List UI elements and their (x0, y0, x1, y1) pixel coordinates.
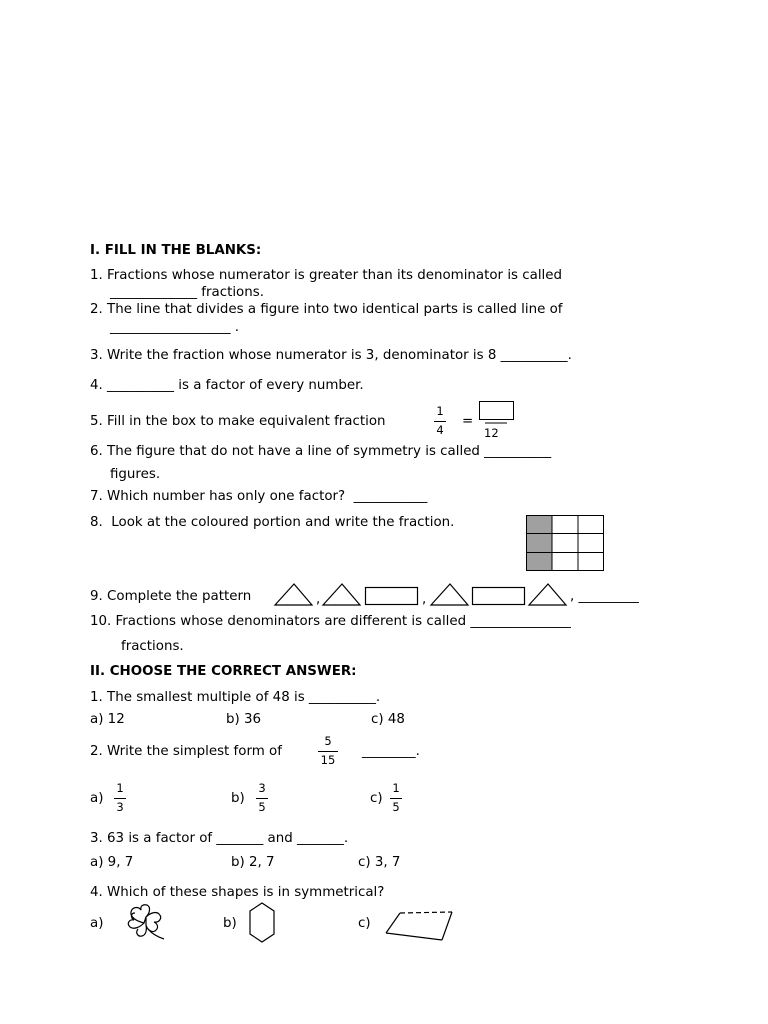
mcq-2: 2. Write the simplest form of (90, 744, 282, 759)
mcq-3-option-c[interactable]: c) 3, 7 (358, 855, 401, 870)
mcq-4-option-c-label[interactable]: c) (358, 916, 371, 931)
fraction-numerator: 5 (324, 734, 332, 748)
section2-heading: II. CHOOSE THE CORRECT ANSWER: (90, 664, 357, 679)
fraction-denominator: 15 (320, 753, 336, 767)
rectangle-icon (472, 587, 526, 607)
mcq-4-option-b-label[interactable]: b) (223, 916, 237, 931)
answer-box[interactable] (479, 401, 515, 423)
fraction-numerator: 1 (436, 404, 444, 418)
mcq-2-option-c-label[interactable]: c) (370, 791, 383, 806)
mcq-2-option-c-fraction[interactable] (390, 782, 402, 814)
triangle-icon (322, 583, 362, 607)
fraction-numerator: 1 (392, 781, 400, 795)
triangle-icon (274, 583, 314, 607)
question-5: 5. Fill in the box to make equivalent fraction (90, 414, 386, 429)
fraction-bar (114, 798, 126, 799)
fraction-numerator: 3 (258, 781, 266, 795)
question-9-blank: , _________ (570, 589, 639, 604)
fraction-denominator: 5 (258, 800, 266, 814)
mcq-3-option-b[interactable]: b) 2, 7 (231, 855, 275, 870)
mcq-4-option-a-label[interactable]: a) (90, 916, 104, 931)
fraction-denominator: 3 (116, 800, 124, 814)
question-6-line-1: 6. The figure that do not have a line of symmetry is called __________ (90, 444, 552, 459)
question-2-line-2: __________________ . (110, 320, 240, 335)
mcq-4: 4. Which of these shapes is in symmetrical? (90, 885, 385, 900)
question-6-line-2: figures. (110, 467, 161, 482)
mcq-1-option-b[interactable]: b) 36 (226, 712, 262, 727)
mcq-2-option-b-label[interactable]: b) (231, 791, 245, 806)
mcq-3-option-a[interactable]: a) 9, 7 (90, 855, 134, 870)
mcq-2-option-a-fraction[interactable] (114, 782, 126, 814)
fraction-grid (526, 515, 604, 571)
mcq-1-option-a[interactable]: a) 12 (90, 712, 125, 727)
question-8: 8. Look at the coloured portion and write the fraction. (90, 515, 455, 530)
question-7: 7. Which number has only one factor? ___________ (90, 489, 428, 504)
comma: , (316, 592, 321, 607)
question-5-denominator: 12 (484, 426, 499, 440)
question-5-fraction (434, 405, 446, 437)
clover-shape-icon[interactable] (122, 903, 170, 943)
fraction-bar (318, 751, 338, 752)
quadrilateral-shape-icon[interactable] (384, 909, 456, 943)
triangle-icon (430, 583, 470, 607)
rectangle-icon (365, 587, 419, 607)
equals-sign: = (462, 414, 474, 429)
mcq-2-option-b-fraction[interactable] (256, 782, 268, 814)
mcq-2-option-a-label[interactable]: a) (90, 791, 104, 806)
question-2-line-1: 2. The line that divides a figure into two identical parts is called line of (90, 302, 563, 317)
fraction-numerator: 1 (116, 781, 124, 795)
mcq-2-fraction (318, 735, 338, 767)
fraction-bar (434, 421, 446, 422)
question-1-line-2: _____________ fractions. (110, 285, 264, 300)
fraction-denominator: 5 (392, 800, 400, 814)
question-10-line-1: 10. Fractions whose denominators are different is called _______________ (90, 614, 571, 629)
question-1-line-1: 1. Fractions whose numerator is greater than its denominator is called (90, 268, 563, 283)
hexagon-shape-icon[interactable] (248, 902, 276, 944)
question-10-line-2: fractions. (121, 639, 184, 654)
comma: , (422, 592, 427, 607)
mcq-2-blank: ________. (362, 744, 420, 759)
mcq-1: 1. The smallest multiple of 48 is __________. (90, 690, 381, 705)
mcq-3: 3. 63 is a factor of _______ and _______. (90, 831, 349, 846)
fraction-bar (390, 798, 402, 799)
question-4: 4. __________ is a factor of every number. (90, 378, 364, 393)
question-3: 3. Write the fraction whose numerator is 3, denominator is 8 __________. (90, 348, 572, 363)
triangle-icon (528, 583, 568, 607)
fraction-denominator: 4 (436, 423, 444, 437)
fraction-bar (256, 798, 268, 799)
mcq-1-option-c[interactable]: c) 48 (371, 712, 405, 727)
section1-heading: I. FILL IN THE BLANKS: (90, 243, 262, 258)
question-9: 9. Complete the pattern (90, 589, 252, 604)
